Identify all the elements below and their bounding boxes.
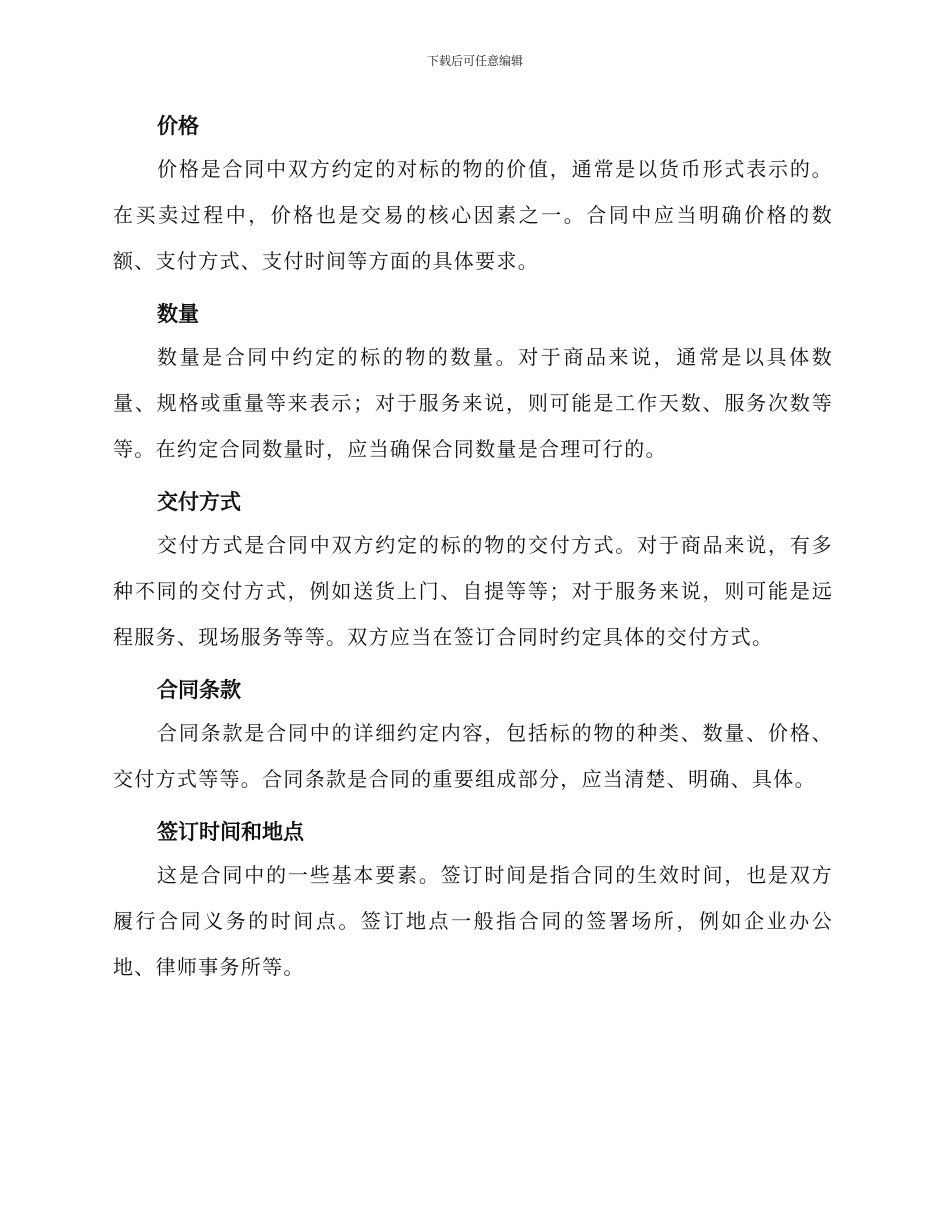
section-heading: 数量 [157,301,199,326]
section-price [113,106,833,284]
page-header: 下载后可任意编辑 [426,54,523,68]
section-signing-time-place [113,812,833,990]
section-quantity [113,294,833,472]
section-paragraph: 价格是合同中双方约定的对标的物的价值，通常是以货币形式表示的。在买卖过程中，价格也是交易的核心因素之一。合同中应当明确价格的数额、支付方式、支付时间等方面的具体要求。 [113,157,833,273]
section-delivery-method [113,482,833,660]
section-paragraph: 数量是合同中约定的标的物的数量。对于商品来说，通常是以具体数量、规格或重量等来表示；对于服务来说，则可能是工作天数、服务次数等等。在约定合同数量时，应当确保合同数量是合理可行的。 [113,345,833,461]
document-body [113,106,833,998]
section-paragraph: 合同条款是合同中的详细约定内容，包括标的物的种类、数量、价格、交付方式等等。合同条款是合同的重要组成部分，应当清楚、明确、具体。 [113,721,833,791]
section-paragraph: 这是合同中的一些基本要素。签订时间是指合同的生效时间，也是双方履行合同义务的时间点。签订地点一般指合同的签署场所，例如企业办公地、律师事务所等。 [113,863,833,979]
section-paragraph: 交付方式是合同中双方约定的标的物的交付方式。对于商品来说，有多种不同的交付方式，例如送货上门、自提等等；对于服务来说，则可能是远程服务、现场服务等等。双方应当在签订合同时约定具体的交付方式。 [113,533,833,649]
section-heading: 价格 [157,113,199,138]
section-contract-terms [113,670,833,802]
section-heading: 合同条款 [157,677,241,702]
section-heading: 交付方式 [157,489,241,514]
section-heading: 签订时间和地点 [157,819,304,844]
